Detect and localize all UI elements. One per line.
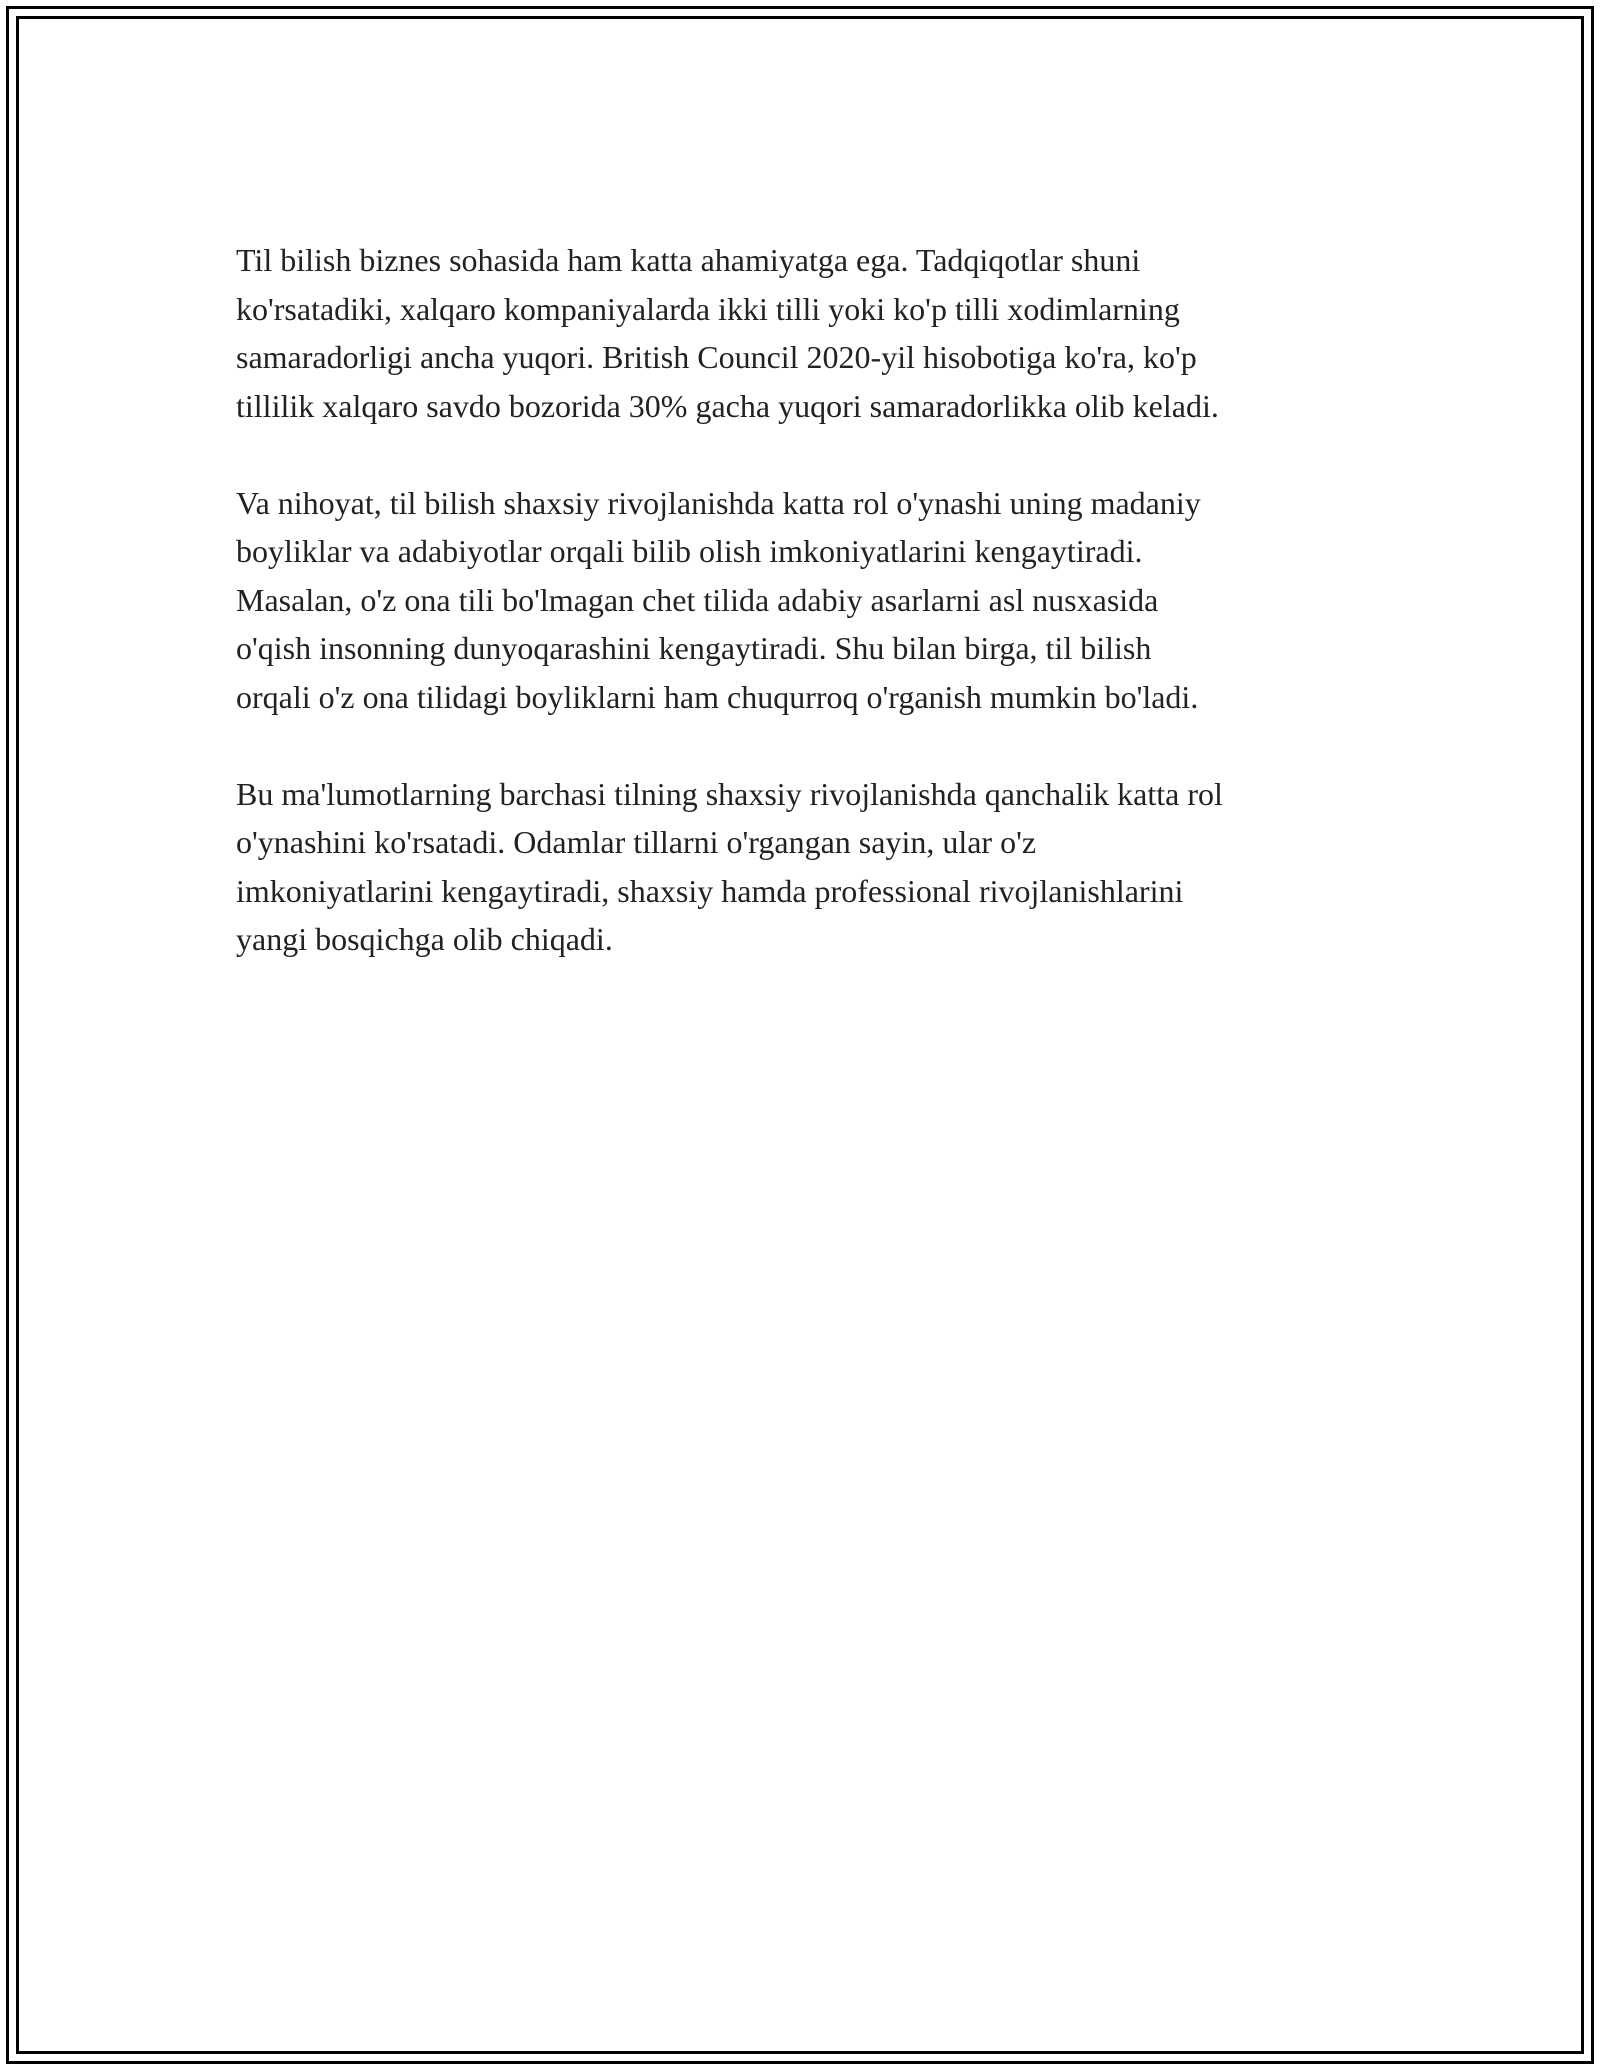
paragraph-line: tillilik xalqaro savdo bozorida 30% gacha yuqori samaradorlikka olib keladi.	[236, 387, 1219, 424]
paragraph-line: Til bilish biznes sohasida ham katta ahamiyatga ega. Tadqiqotlar shuni	[236, 242, 1141, 278]
paragraph-line: Masalan, o'z ona tili bo'lmagan chet tilida adabiy asarlarni asl nusxasida	[236, 581, 1159, 618]
paragraph-line: Va nihoyat, til bilish shaxsiy rivojlanishda katta rol o'ynashi uning madaniy	[236, 484, 1201, 521]
paragraph-line: ko'rsatadiki, xalqaro kompaniyalarda ikki tilli yoki ko'p tilli xodimlarning	[236, 290, 1180, 327]
paragraph-conclusion	[236, 770, 1386, 964]
paragraph-line: orqali o'z ona tilidagi boyliklarni ham chuqurroq o'rganish mumkin bo'ladi.	[236, 678, 1199, 715]
paragraph-personal-development	[236, 479, 1386, 722]
paragraph-line: o'ynashini ko'rsatadi. Odamlar tillarni o'rgangan sayin, ular o'z	[236, 824, 1037, 860]
document-body	[236, 236, 1386, 1012]
paragraph-line: boyliklar va adabiyotlar orqali bilib olish imkoniyatlarini kengaytiradi.	[236, 533, 1143, 569]
paragraph-line: o'qish insonning dunyoqarashini kengaytiradi. Shu bilan birga, til bilish	[236, 630, 1152, 666]
paragraph-line: Bu ma'lumotlarning barchasi tilning shaxsiy rivojlanishda qanchalik katta rol	[236, 775, 1223, 812]
paragraph-line: imkoniyatlarini kengaytiradi, shaxsiy hamda professional rivojlanishlarini	[236, 872, 1184, 909]
paragraph-business	[236, 236, 1386, 430]
paragraph-line: yangi bosqichga olib chiqadi.	[236, 921, 613, 957]
paragraph-line: samaradorligi ancha yuqori. British Council 2020-yil hisobotiga ko'ra, ko'p	[236, 339, 1197, 375]
